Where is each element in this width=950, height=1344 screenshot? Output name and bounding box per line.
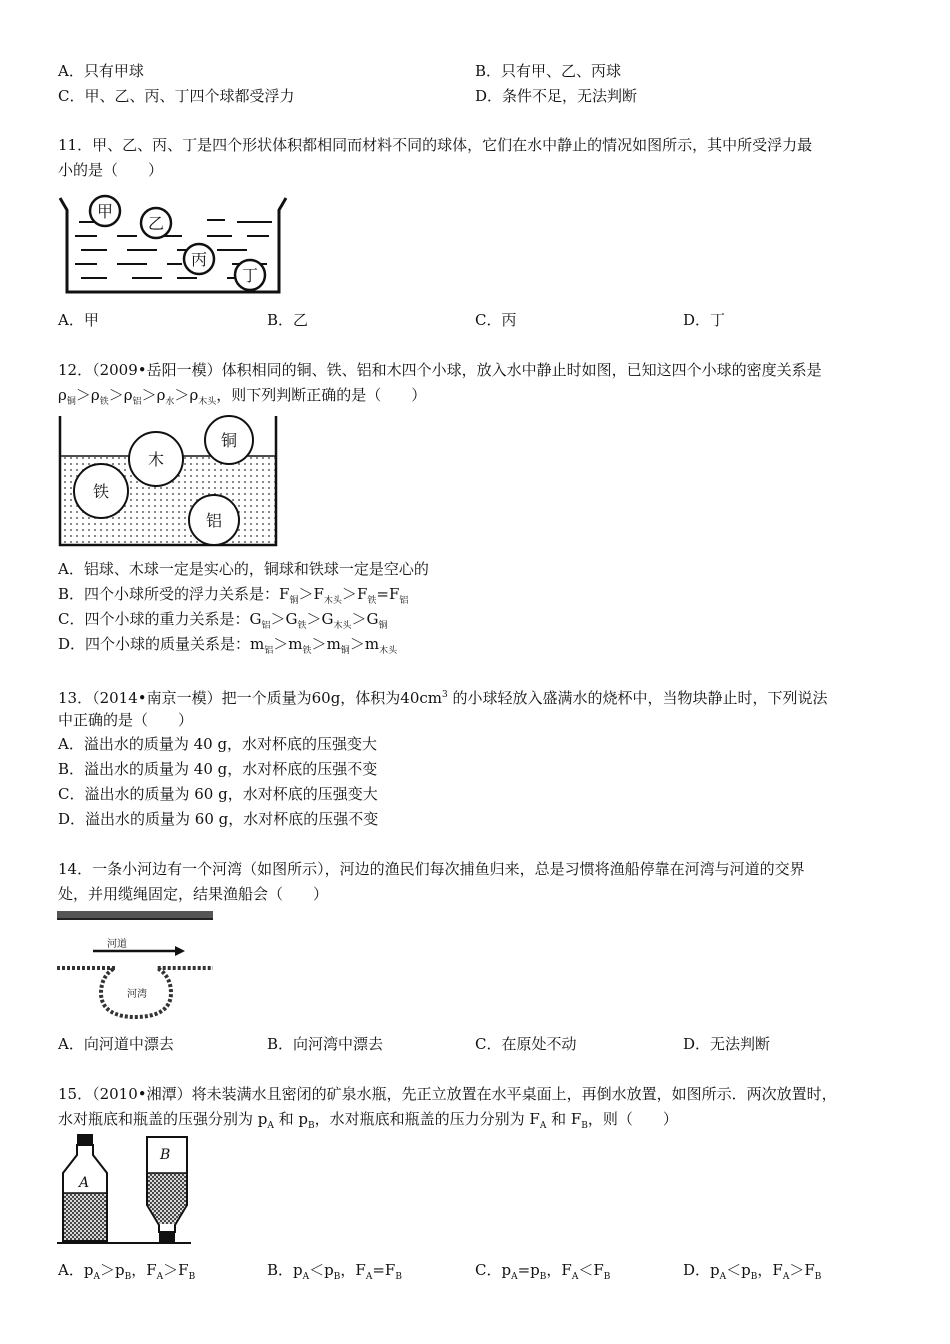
q12-option-b: B．四个小球所受的浮力关系是：$F_铜>F_{木头}>F_铁=F_铝$: [58, 585, 409, 606]
q13-option-c: C．溢出水的质量为 60 g，水对杯底的压强变大: [58, 785, 378, 803]
q14-label-bay: 河湾: [127, 989, 147, 1000]
q15-bottle-b-label: B: [160, 1147, 171, 1163]
q14-label-channel: 河道: [107, 939, 127, 950]
q13-stem-line2: 中正确的是（ ）: [58, 711, 194, 729]
q11-option-a: A．甲: [58, 311, 99, 329]
q14-option-c: C．在原处不动: [475, 1035, 577, 1053]
q11-ball-label-ding: 丁: [241, 266, 259, 285]
q11-option-c: C．丙: [475, 311, 517, 329]
q15-bottle-a-label: A: [79, 1175, 90, 1191]
q15-option-d: D．$p_A<p_B$，$F_A>F_B$: [683, 1261, 822, 1282]
q11-stem-line1: 11．甲、乙、丙、丁是四个形状体积都相同而材料不同的球体，它们在水中静止的情况如图所示，其中所受浮力最: [58, 136, 813, 154]
q11-figure-water-tank: [57, 192, 289, 298]
q13-option-d: D．溢出水的质量为 60 g，水对杯底的压强不变: [58, 810, 379, 828]
q15-stem-line1: 15．（2010•湘潭）将未装满水且密闭的矿泉水瓶，先正立放置在水平桌面上，再倒水放置，如图所示．两次放置时，: [58, 1085, 837, 1103]
q12-ball-label-aluminum: 铝: [205, 511, 223, 530]
q14-figure-river-bay: [57, 911, 213, 1023]
q13-stem-line1: 13．（2014•南京一模）把一个质量为60g，体积为$40cm^3$ 的小球轻放入盛满水的烧杯中，当物块静止时，下列说法: [58, 689, 828, 707]
q15-option-b: B．$p_A<p_B$，$F_A=F_B$: [267, 1261, 402, 1282]
q14-option-a: A．向河道中漂去: [58, 1035, 174, 1053]
q12-stem-line1: 12．（2009•岳阳一模）体积相同的铜、铁、铝和木四个小球，放入水中静止时如图，已知这四个小球的密度关系是: [58, 361, 822, 379]
q12-ball-label-iron: 铁: [92, 482, 110, 501]
q13-option-b: B．溢出水的质量为 40 g，水对杯底的压强不变: [58, 760, 378, 778]
q10-option-c: C．甲、乙、丙、丁四个球都受浮力: [58, 87, 295, 105]
q13-option-a: A．溢出水的质量为 40 g，水对杯底的压强变大: [58, 735, 378, 753]
q10-option-b: B．只有甲、乙、丙球: [475, 62, 622, 80]
q15-option-a: A．$p_A>p_B$，$F_A>F_B$: [58, 1261, 196, 1282]
q12-ball-label-wood: 木: [147, 450, 165, 469]
q12-option-d: D．四个小球的质量关系是：$m_铝>m_铁>m_铜>m_{木头}$: [58, 635, 398, 656]
q11-ball-label-jia: 甲: [96, 202, 114, 221]
q12-density-relation: $\rho_铜>\rho_铁>\rho_铝>\rho_水>\rho_{木头}$，则下列判断正确的是（ ）: [58, 386, 427, 407]
q12-option-c: C．四个小球的重力关系是：$G_铝>G_铁>G_{木头}>G_铜$: [58, 610, 388, 631]
q11-option-d: D．丁: [683, 311, 726, 329]
q15-option-c: C．$p_A=p_B$，$F_A<F_B$: [475, 1261, 611, 1282]
q14-option-b: B．向河湾中漂去: [267, 1035, 384, 1053]
q14-stem-line2: 处，并用缆绳固定，结果渔船会（ ）: [58, 885, 329, 903]
q10-option-d: D．条件不足，无法判断: [475, 87, 638, 105]
q15-stem-line2: 水对瓶底和瓶盖的压强分别为 $p_A$ 和 $p_B$，水对瓶底和瓶盖的压力分别为 $F_A$ 和 $F_B$，则（ ）: [58, 1110, 678, 1131]
q10-option-a: A．只有甲球: [58, 62, 144, 80]
q11-option-b: B．乙: [267, 311, 309, 329]
q15-figure-bottles: [57, 1133, 191, 1249]
q12-ball-label-copper: 铜: [220, 431, 238, 450]
q11-ball-label-bing: 丙: [190, 250, 208, 269]
q12-option-a: A．铝球、木球一定是实心的，铜球和铁球一定是空心的: [58, 560, 429, 578]
q12-figure-beaker: [57, 414, 279, 548]
q11-stem-line2: 小的是（ ）: [58, 161, 164, 179]
q11-ball-label-yi: 乙: [147, 214, 165, 233]
q14-stem-line1: 14．一条小河边有一个河湾（如图所示），河边的渔民们每次捕鱼归来，总是习惯将渔船停靠在河湾与河道的交界: [58, 860, 805, 878]
q14-option-d: D．无法判断: [683, 1035, 771, 1053]
